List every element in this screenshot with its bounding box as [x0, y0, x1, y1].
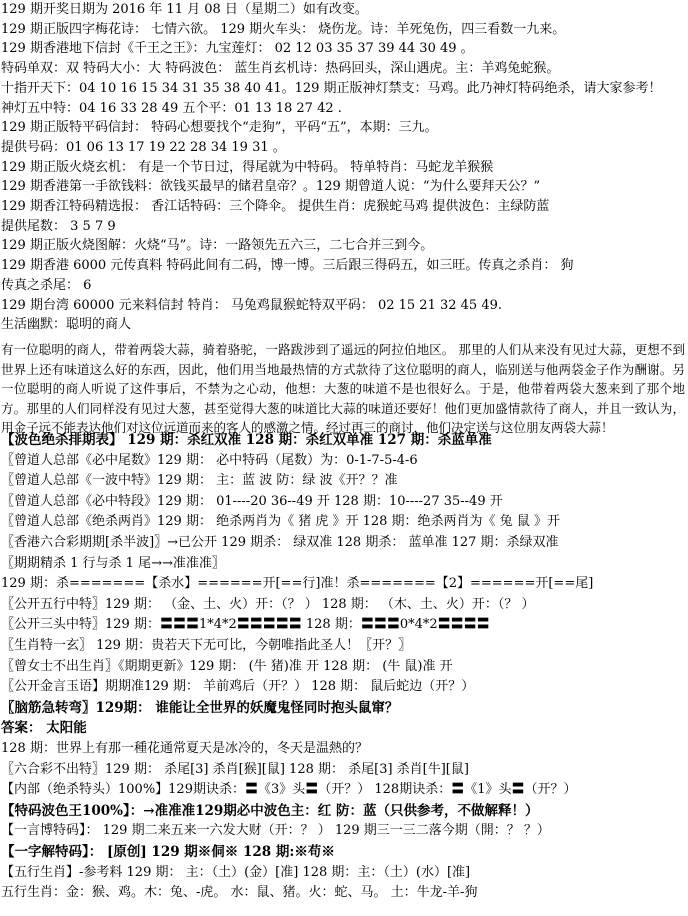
text-line: 129 期香港第一手欲钱料：欲钱买最早的储君皇帝？。129 期曾道人说：“为什么要拜天公？” [1, 179, 541, 195]
text-line: 〖曾道人总部《绝杀两肖》129 期： 绝杀两肖为《 猪 虎 》开 128 期：绝杀两肖为《 兔 鼠 》开 [1, 514, 560, 530]
text-line: 128 期：世界上有那一種花通常夏天是冰冷的，冬天是温熱的？ [1, 741, 368, 756]
text-line: 129 期：杀=======【杀水】======开[==行]准！杀=======【2】======开[==尾] [1, 576, 594, 592]
text-line: 答案： 太阳能 [1, 720, 87, 737]
text-line: 【五行生肖】-参考料 129 期： 主：（土）(金）[准] 128 期：主：（土）(水）[准] [1, 864, 471, 880]
text-line: 〖公开五行中特〗129 期： （金、土、火）开：（？ ） 128 期： （木、土、火）开：（？ ） [1, 596, 535, 612]
text-line: 〖曾道人总部《必中尾数》129 期： 必中特码（尾数）为：0-1-7-5-4-6 [1, 452, 418, 468]
text-line: 五行生肖：金：猴、鸡。木：兔、-虎。 水：鼠、猪。火：蛇、马。 土：牛龙-羊-狗 [1, 885, 478, 901]
text-line: 〖曾道人总部《一波中特》129 期： 主：蓝 波 防：绿 波《开？？准 [1, 473, 398, 489]
text-line: 129 期开奖日期为 2016 年 11 月 08 日（星期二）如有改变。 [1, 2, 368, 17]
text-line: 〖公开三头中特〗129 期：〓〓〓1*4*2〓〓〓〓〓 128 期：〓〓〓0*4*2〓〓〓〓 [1, 617, 490, 633]
text-line: 129 期香港地下信封《千王之王》：九宝莲灯： 02 12 03 35 37 39 44 30 49 。 [1, 41, 474, 57]
text-line: 〖曾道人总部《必中特段》129 期： 01----20 36--49 开 128 期：10----27 35--49 开 [1, 493, 503, 509]
text-line: 〖六合彩不出特〗129 期： 杀尾[3] 杀肖[猴][鼠] 128 期： 杀尾[3] 杀肖[牛][鼠] [1, 761, 469, 777]
text-line: 〖期期精杀 1 行与杀 1 尾→→准准准〗 [1, 555, 225, 571]
text-line: 〖公开金言玉语】期期准129 期： 羊前鸡后（开？） 128 期： 鼠后蛇边（开？） [1, 679, 475, 695]
text-line: 129 期香港 6000 元传真料 特码此间有二码，博一博。三后跟三得码五，如三旺。传真之杀肖： 狗 [1, 258, 574, 274]
text-line: 传真之杀尾： 6 [1, 277, 92, 293]
text-line: 〖曾女士不出生肖〗《期期更新》129 期： (牛 猪)准 开 128 期： (牛 鼠)准 开 [1, 658, 453, 674]
text-line: 129 期正版火烧图解：火烧“马”。诗：一路领先五六三，二七合并三到今。 [1, 238, 434, 254]
text-line: 特码单双：双 特码大小：大 特码波色： 蓝生肖玄机诗：热码回头，深山遇虎。主：羊鸡兔蛇猴。 [1, 61, 560, 77]
text-line: 129 期正版火烧玄机： 有是一个节日过，得尾就为中特码。 特单特肖：马蛇龙羊猴猴 [1, 159, 494, 175]
text-line: 129 期正版四字梅花诗： 七情六欲。 129 期火车头： 烧伤龙。诗：羊死兔伤，四三看数一九来。 [1, 21, 566, 37]
text-line: 【一言博特码】： 129 期二来五来一六发大财（开：？ ） 129 期三一三二落今期（開：？ ？） [1, 823, 550, 839]
text-line: 提供号码：01 06 13 17 19 22 28 34 19 31 。 [1, 139, 286, 155]
text-line: 生活幽默：聪明的商人 [1, 317, 132, 333]
text-line: 十指开天下：04 10 16 15 34 31 35 38 40 41。129 期正版神灯禁支：马鸡。此乃神灯特码绝杀，请大家参考！ [1, 80, 662, 96]
text-line: 【一字解特码】： [原创] 129 期※侗※ 128 期:※苟※ [1, 844, 335, 860]
text-line: 129 期正版特平码信封： 特码心想要找个“走狗”，平码“五”，本期：三九。 [1, 120, 438, 136]
text-line: 【波色绝杀排期表】 129 期：杀红双准 128 期：杀红双单准 127 期：杀蓝单准 [1, 432, 492, 448]
text-line: 〖生肖特一玄〗 129 期：贵若天下无可比，今朝唯指此圣人！〖开？〗 [1, 638, 412, 653]
text-line: 神灯五中特：04 16 33 28 49 五个平：01 13 18 27 42 . [1, 100, 342, 116]
text-line: 〖香港六合彩期期[杀半波]〗→已公开 129 期杀： 绿双准 128 期杀： 蓝单准 127 期：杀绿双准 [1, 535, 559, 550]
text-line: 【特码波色王100%】：→准准准129期必中波色主：红 防：蓝（只供参考，不做解释！） [1, 802, 539, 819]
text-line: 提供尾数： 3 5 7 9 [1, 218, 116, 234]
story-paragraph: 有一位聪明的商人，带着两袋大蒜，骑着骆驼，一路跋涉到了遥远的阿拉伯地区。 那里的人们从来没有见过大蒜，更想不到世界上还有味道这么好的东西，因此，他们用当地最热情的方式款待了这位聪明的商人，临别送与他两袋金子作为酬谢。另一位聪明的商人听说了这件事后，不禁为之心动，他想：大葱的味道不是也很好么。于是，他带着两袋大葱来到了那个地方。那里的人们同样没有见过大葱，甚至觉得大葱的味道比大蒜的味道还要好！他们更加盛情款待了商人，并且一致认为，用金子远不能表达他们对这位远道而来的客人的感激之情。经过再三的商讨，他们决定送与这位朋友两袋大蒜！ [1, 342, 685, 435]
text-line: 【内部（绝杀特头）100%】129期诀杀：〓《3》头〓（开？） 128期诀杀：〓《1》头〓（开？） [1, 782, 577, 798]
text-line: 129 期台湾 60000 元来料信封 特肖： 马兔鸡鼠猴蛇特双平码： 02 15 21 32 45 49. [1, 297, 503, 313]
text-line: 129 期香江特码精选报： 香江话特码：三个降伞。 提供生肖：虎猴蛇马鸡 提供波色：主绿防蓝 [1, 199, 550, 214]
text-line: 〖脑筋急转弯〗129期： 谁能让全世界的妖魔鬼怪同时抱头鼠窜？ [1, 699, 399, 716]
